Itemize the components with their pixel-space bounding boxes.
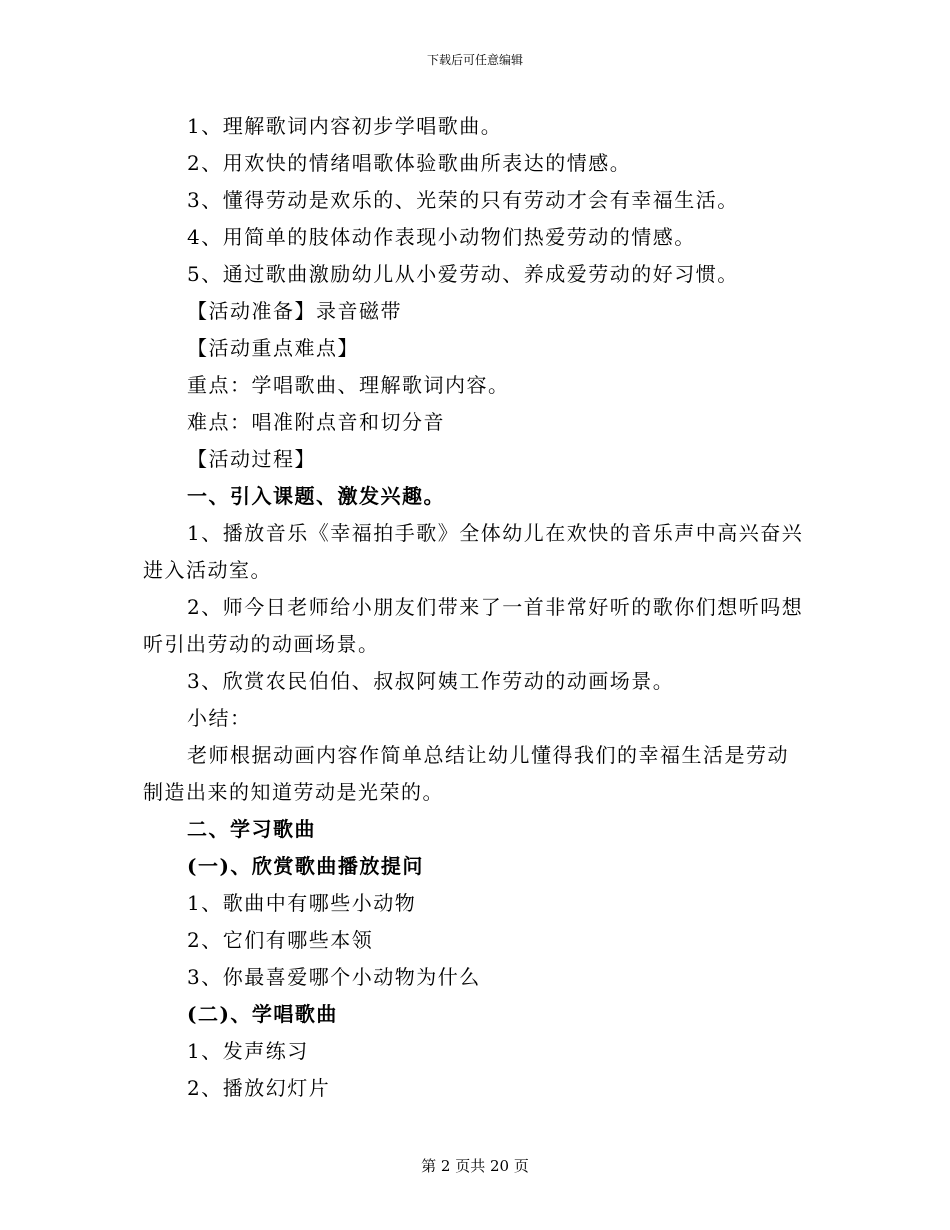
paragraph-line: 3、欣赏农民伯伯、叔叔阿姨工作劳动的动画场景。 xyxy=(187,669,675,693)
paragraph-line: 难点：唱准附点音和切分音 xyxy=(187,410,445,434)
paragraph-line: 3、你最喜爱哪个小动物为什么 xyxy=(187,965,481,989)
paragraph-line: 1、歌曲中有哪些小动物 xyxy=(187,891,417,915)
page-header: 下载后可任意编辑 xyxy=(426,53,523,67)
paragraph-line: 1、发声练习 xyxy=(187,1039,309,1063)
paragraph-line: 【活动准备】录音磁带 xyxy=(187,299,402,323)
paragraph-line: 2、师今日老师给小朋友们带来了一首非常好听的歌你们想听吗想听引出劳动的动画场景。 xyxy=(143,595,804,656)
section-heading: 一、引入课题、激发兴趣。 xyxy=(187,484,445,508)
paragraph-line: 老师根据动画内容作简单总结让幼儿懂得我们的幸福生活是劳动制造出来的知道劳动是光荣的。 xyxy=(143,743,789,804)
section-heading: 二、学习歌曲 xyxy=(187,817,316,841)
paragraph-line: 【活动过程】 xyxy=(187,447,316,471)
document-body xyxy=(143,108,809,1107)
paragraph-line: 2、它们有哪些本领 xyxy=(187,928,374,952)
paragraph-line: 【活动重点难点】 xyxy=(187,336,359,360)
paragraph-line: 5、通过歌曲激励幼儿从小爱劳动、养成爱劳动的好习惯。 xyxy=(187,262,739,286)
paragraph-line: 小结： xyxy=(187,706,252,730)
section-heading: (二)、学唱歌曲 xyxy=(187,1002,338,1026)
section-heading: (一)、欣赏歌曲播放提问 xyxy=(187,854,424,878)
paragraph-line: 重点：学唱歌曲、理解歌词内容。 xyxy=(187,373,510,397)
paragraph-line: 1、播放音乐《幸福拍手歌》全体幼儿在欢快的音乐声中高兴奋兴进入活动室。 xyxy=(143,521,804,582)
paragraph-line: 3、懂得劳动是欢乐的、光荣的只有劳动才会有幸福生活。 xyxy=(187,188,739,212)
paragraph-line: 1、理解歌词内容初步学唱歌曲。 xyxy=(187,114,503,138)
paragraph-line: 2、播放幻灯片 xyxy=(187,1076,331,1100)
paragraph-line: 2、用欢快的情绪唱歌体验歌曲所表达的情感。 xyxy=(187,151,632,175)
paragraph-line: 4、用简单的肢体动作表现小动物们热爱劳动的情感。 xyxy=(187,225,696,249)
page-footer: 第 2 页共 20 页 xyxy=(421,1157,529,1175)
